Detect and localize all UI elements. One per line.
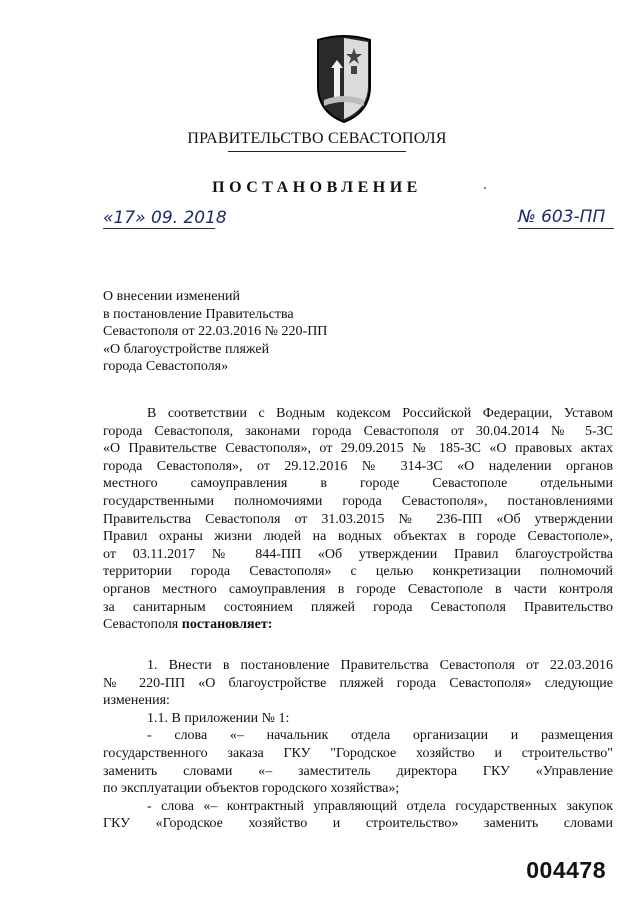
document-type-title: ПОСТАНОВЛЕНИЕ [212, 179, 422, 196]
preamble-line: Правительства Севастополя от 31.03.2015 № 236-ПП «Об утверждении [103, 511, 613, 527]
scan-speck [484, 187, 486, 189]
subject-line: города Севастополя» [103, 359, 229, 375]
preamble-line: органов местного самоуправления в городе Севастополе в части контроля [103, 581, 613, 597]
preamble-line: города Севастополя», от 29.12.2016 № 314-ЗС «О наделении органов [103, 458, 613, 474]
preamble-last-word: Севастополя [103, 617, 179, 633]
resolution-verb: постановляет: [181, 617, 273, 633]
document-date: «17» 09. 2018 [103, 208, 227, 228]
subject-line: в постановление Правительства [103, 306, 294, 322]
preamble-line: территории города Севастополя» с целью конкретизации полномочий [103, 564, 613, 580]
subject-line: «О благоустройстве пляжей [103, 341, 270, 357]
dash-item-1-line: заменить словами «– заместитель директора ГКУ «Управление [103, 763, 613, 779]
subject-line: О внесении изменений [103, 289, 240, 304]
serial-number: 004478 [526, 857, 606, 883]
preamble-last-line [103, 616, 613, 634]
document-number: № 603-ПП [518, 207, 606, 227]
dash-item-2-line: - слова «– контрактный управляющий отдела государственных закупок [147, 798, 613, 814]
dash-item-1-line: государственного заказа ГКУ "Городское хозяйство и строительство" [103, 745, 613, 761]
subject-line: Севастополя от 22.03.2016 № 220-ПП [103, 324, 328, 340]
organization-name: ПРАВИТЕЛЬСТВО СЕВАСТОПОЛЯ [187, 130, 447, 147]
preamble-line: от 03.11.2017 № 844-ПП «Об утверждении Правил благоустройства [103, 546, 613, 562]
document-subject [103, 288, 327, 376]
date-underline [103, 228, 215, 229]
preamble-line: Правил охраны жизни людей на водных объектах в городе Севастополе», [103, 529, 613, 545]
number-underline [518, 228, 614, 229]
item-1-line: 1. Внести в постановление Правительства Севастополя от 22.03.2016 [147, 658, 613, 673]
preamble-line: «О Правительстве Севастополя», от 29.09.2015 № 185-ЗС «О правовых актах [103, 441, 613, 457]
coat-of-arms-icon [314, 32, 374, 124]
item-1-line: изменения: [103, 693, 170, 709]
item-1-1-heading: 1.1. В приложении № 1: [147, 710, 290, 726]
preamble-line: местного самоуправления в городе Севастополе отдельными [103, 476, 613, 492]
item-1-line: № 220-ПП «О благоустройстве пляжей города Севастополя» следующие [103, 675, 613, 691]
preamble-line: города Севастополя, законами города Севастополя от 30.04.2014 № 5-ЗС [103, 423, 613, 439]
dash-item-1-line: по эксплуатации объектов городского хозяйства»; [103, 781, 400, 797]
item-1-paragraph [103, 657, 613, 833]
dash-item-1-line: - слова «– начальник отдела организации и размещения [147, 728, 613, 744]
header-divider [228, 151, 406, 152]
preamble-line: В соответствии с Водным кодексом Российской Федерации, Уставом [147, 406, 613, 421]
dash-item-2-line: ГКУ «Городское хозяйство и строительство» заменить словами [103, 816, 613, 832]
preamble-line: за санитарным состоянием пляжей города Севастополя Правительство [103, 599, 613, 615]
preamble-line: государственными полномочиями города Севастополя», постановлениями [103, 493, 613, 509]
preamble-paragraph [103, 405, 613, 634]
